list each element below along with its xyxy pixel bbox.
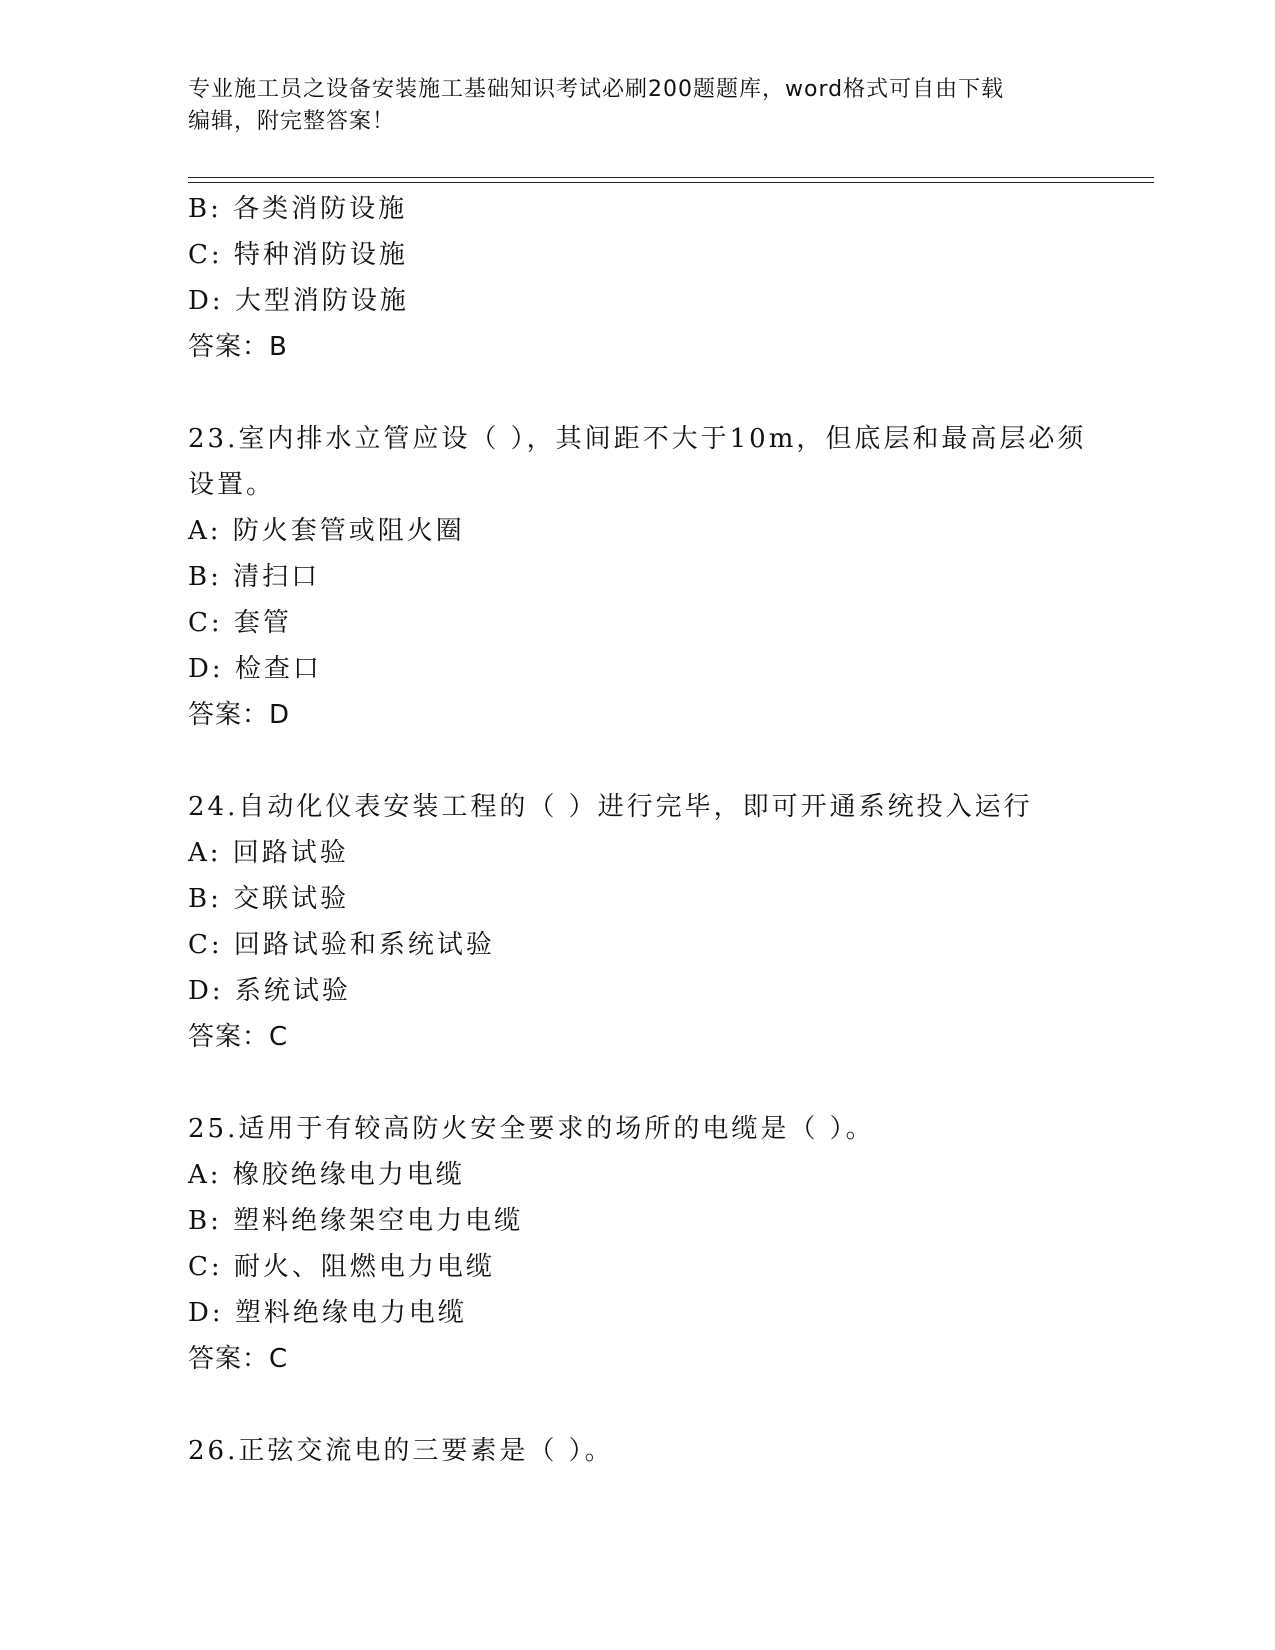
question-stem: 24.自动化仪表安装工程的（ ）进行完毕，即可开通系统投入运行	[188, 792, 1033, 822]
header-line-2: 编辑，附完整答案！	[188, 109, 396, 134]
option-d: D: 检查口	[188, 654, 322, 684]
question-stem: 25.适用于有较高防火安全要求的场所的电缆是（ ）。	[188, 1114, 875, 1144]
question-stem: 26.正弦交流电的三要素是（ ）。	[188, 1436, 614, 1466]
option-c: C: 回路试验和系统试验	[188, 930, 495, 960]
header-divider-top	[188, 177, 1154, 178]
question-tail	[188, 186, 1148, 370]
answer-line: 答案：C	[188, 1344, 289, 1374]
question-26	[188, 1428, 1148, 1474]
question-25	[188, 1106, 1148, 1382]
question-list	[188, 186, 1148, 1474]
option-b: B: 塑料绝缘架空电力电缆	[188, 1206, 524, 1236]
spacer	[188, 738, 1148, 784]
option-b: B: 清扫口	[188, 562, 321, 592]
option-d: D: 塑料绝缘电力电缆	[188, 1298, 467, 1328]
spacer	[188, 1382, 1148, 1428]
option-d: D: 大型消防设施	[188, 286, 409, 316]
option-b: B: 各类消防设施	[188, 194, 408, 224]
question-24	[188, 784, 1148, 1060]
option-b: B: 交联试验	[188, 884, 350, 914]
option-d: D: 系统试验	[188, 976, 351, 1006]
option-c: C: 耐火、阻燃电力电缆	[188, 1252, 495, 1282]
header-divider-bottom	[188, 182, 1154, 183]
spacer	[188, 1060, 1148, 1106]
answer-line: 答案：B	[188, 332, 288, 362]
document-header	[188, 74, 1068, 138]
question-stem-continued: 设置。	[188, 470, 276, 500]
spacer	[188, 370, 1148, 416]
option-a: A: 防火套管或阻火圈	[188, 516, 465, 546]
option-a: A: 回路试验	[188, 838, 349, 868]
header-line-1: 专业施工员之设备安装施工基础知识考试必刷200题题库，word格式可自由下载	[188, 77, 1005, 102]
option-c: C: 特种消防设施	[188, 240, 408, 270]
answer-line: 答案：C	[188, 1022, 289, 1052]
question-stem: 23.室内排水立管应设（ ），其间距不大于10m，但底层和最高层必须	[188, 424, 1087, 454]
option-c: C: 套管	[188, 608, 292, 638]
option-a: A: 橡胶绝缘电力电缆	[188, 1160, 465, 1190]
answer-line: 答案：D	[188, 700, 291, 730]
question-23	[188, 416, 1148, 738]
